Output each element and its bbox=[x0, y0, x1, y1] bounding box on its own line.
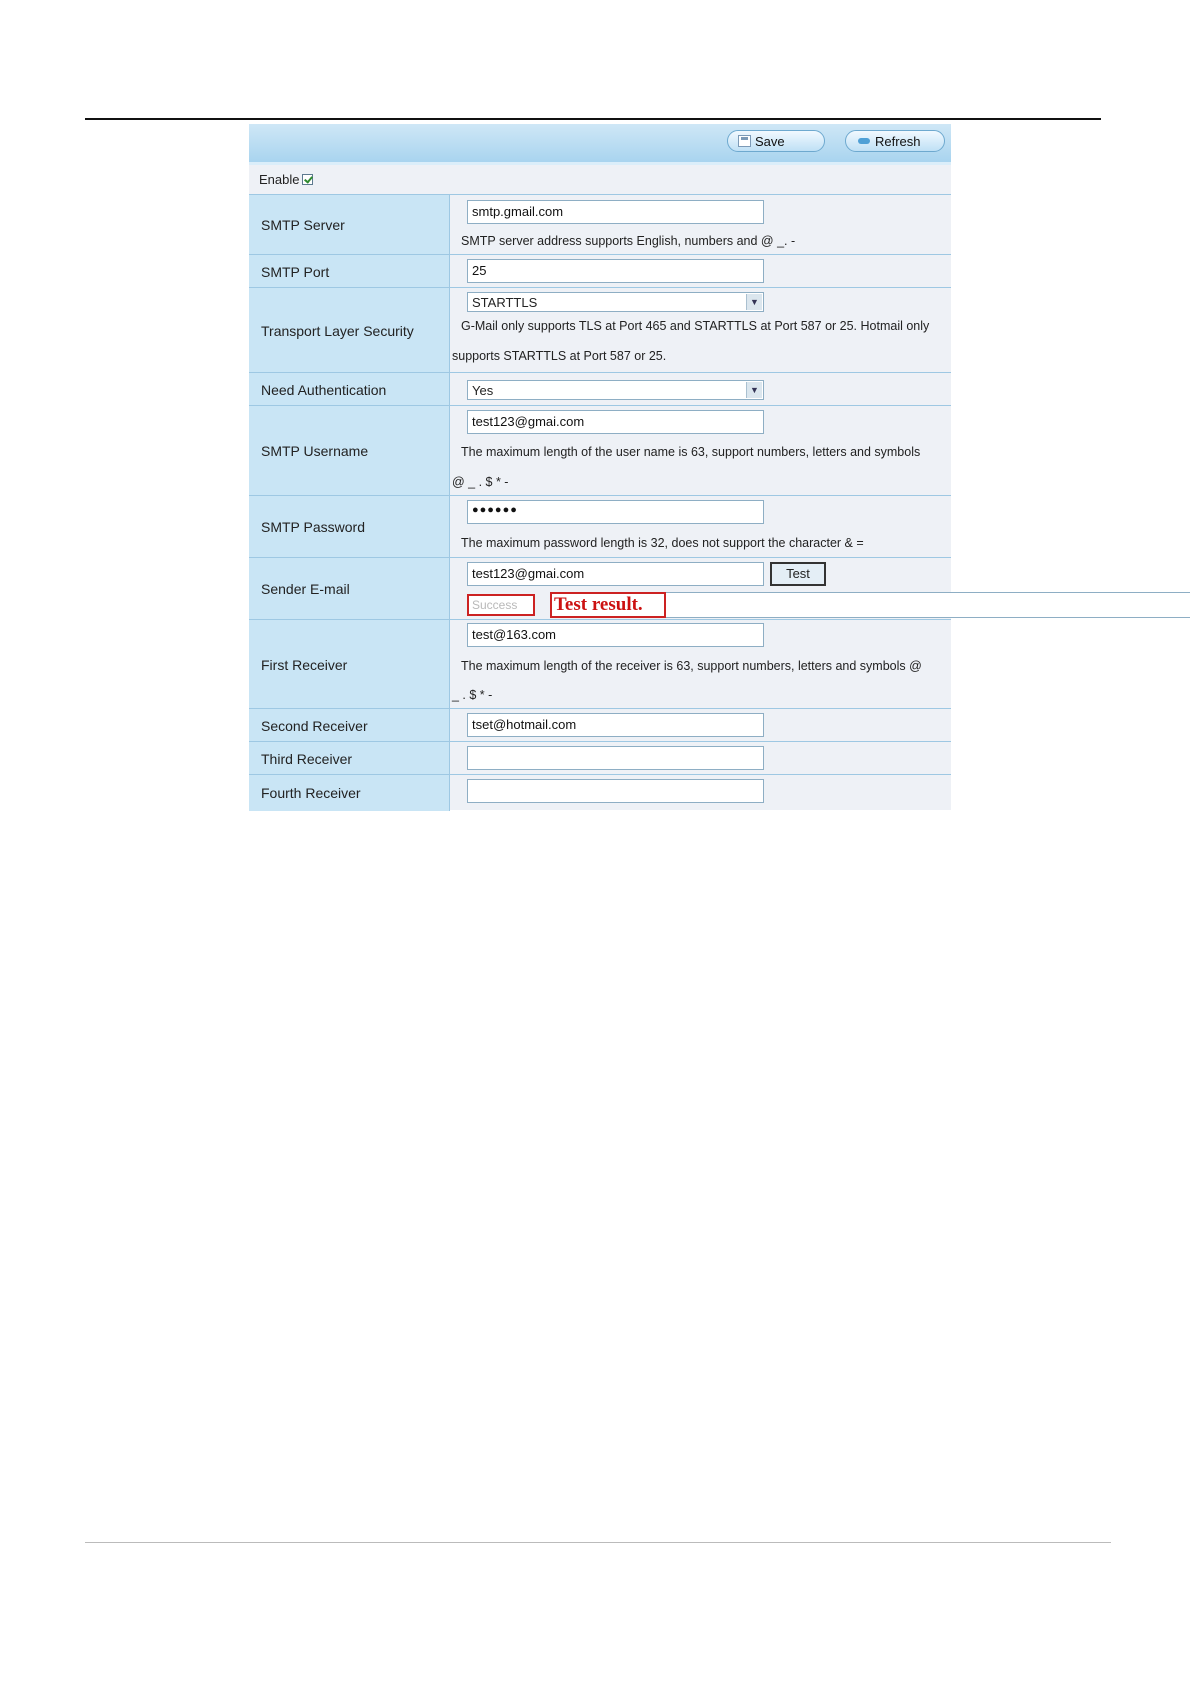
enable-checkbox[interactable] bbox=[302, 174, 313, 185]
smtp-server-input[interactable]: smtp.gmail.com bbox=[467, 200, 764, 224]
third-receiver-input[interactable] bbox=[467, 746, 764, 770]
tls-label: Transport Layer Security bbox=[249, 288, 450, 373]
first-receiver-note-line1: The maximum length of the receiver is 63, support numbers, letters and symbols @ bbox=[461, 659, 922, 673]
save-button[interactable] bbox=[727, 130, 825, 152]
enable-row bbox=[259, 172, 313, 187]
mail-settings-panel bbox=[249, 124, 951, 810]
first-receiver-input[interactable]: test@163.com bbox=[467, 623, 764, 647]
row-fourth-receiver bbox=[249, 774, 951, 811]
auth-label: Need Authentication bbox=[249, 373, 450, 406]
auth-select[interactable] bbox=[467, 380, 764, 400]
floppy-disk-icon bbox=[738, 135, 751, 147]
password-label: SMTP Password bbox=[249, 496, 450, 558]
smtp-port-input[interactable]: 25 bbox=[467, 259, 764, 283]
chevron-down-icon[interactable]: ▼ bbox=[746, 382, 762, 398]
page-bottom-rule bbox=[85, 1542, 1111, 1543]
enable-label: Enable bbox=[259, 172, 300, 187]
sender-input[interactable]: test123@gmai.com bbox=[467, 562, 764, 586]
toolbar bbox=[249, 124, 951, 165]
second-receiver-label: Second Receiver bbox=[249, 709, 450, 742]
username-note-line2: @ _ . $ * - bbox=[452, 475, 509, 489]
refresh-button[interactable] bbox=[845, 130, 945, 152]
smtp-server-note: SMTP server address supports English, numbers and @ _. - bbox=[461, 234, 796, 248]
smtp-port-label: SMTP Port bbox=[249, 255, 450, 288]
tls-select[interactable] bbox=[467, 292, 764, 312]
password-input[interactable]: ●●●●●● bbox=[467, 500, 764, 524]
tls-selected-value: STARTTLS bbox=[472, 295, 538, 310]
chevron-down-icon[interactable]: ▼ bbox=[746, 294, 762, 310]
row-transport-layer-security bbox=[249, 287, 951, 373]
refresh-arrow-icon bbox=[858, 135, 871, 147]
smtp-server-label: SMTP Server bbox=[249, 195, 450, 255]
row-sender-email bbox=[249, 557, 951, 620]
fourth-receiver-input[interactable] bbox=[467, 779, 764, 803]
sender-label: Sender E-mail bbox=[249, 558, 450, 620]
row-smtp-server bbox=[249, 194, 951, 255]
username-label: SMTP Username bbox=[249, 406, 450, 496]
tls-note-line2: supports STARTTLS at Port 587 or 25. bbox=[452, 349, 667, 363]
row-second-receiver bbox=[249, 708, 951, 742]
row-third-receiver bbox=[249, 741, 951, 775]
auth-selected-value: Yes bbox=[472, 383, 494, 398]
row-first-receiver bbox=[249, 619, 951, 709]
tls-note-line1: G-Mail only supports TLS at Port 465 and STARTTLS at Port 587 or 25. Hotmail only bbox=[461, 319, 930, 333]
row-smtp-password bbox=[249, 495, 951, 558]
success-status: Success bbox=[467, 594, 535, 616]
second-receiver-input[interactable]: tset@hotmail.com bbox=[467, 713, 764, 737]
fourth-receiver-label: Fourth Receiver bbox=[249, 775, 450, 811]
first-receiver-label: First Receiver bbox=[249, 620, 450, 709]
refresh-label: Refresh bbox=[875, 133, 921, 149]
row-smtp-username bbox=[249, 405, 951, 496]
row-need-authentication bbox=[249, 372, 951, 406]
third-receiver-label: Third Receiver bbox=[249, 742, 450, 775]
save-label: Save bbox=[755, 133, 785, 149]
username-note-line1: The maximum length of the user name is 63, support numbers, letters and symbols bbox=[461, 445, 921, 459]
page-top-rule bbox=[85, 118, 1101, 120]
test-button[interactable]: Test bbox=[770, 562, 826, 586]
first-receiver-note-line2: _ . $ * - bbox=[452, 688, 493, 702]
test-result-label: Test result. bbox=[550, 592, 666, 618]
password-note: The maximum password length is 32, does not support the character & = bbox=[461, 536, 864, 550]
username-input[interactable]: test123@gmai.com bbox=[467, 410, 764, 434]
row-smtp-port bbox=[249, 254, 951, 288]
